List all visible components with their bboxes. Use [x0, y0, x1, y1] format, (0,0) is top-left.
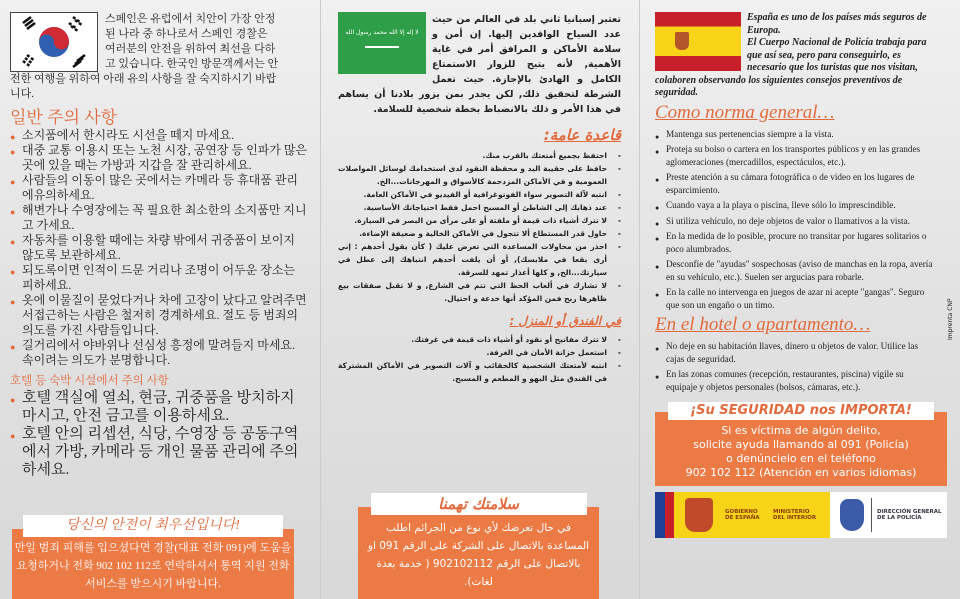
spanish-box-line: Si es víctima de algún delito,	[721, 424, 881, 437]
spanish-help-box	[655, 412, 947, 486]
list-item: ● 호텔 객실에 열쇠, 현금, 귀중품을 방치하지 마시고, 안전 금고를 이용하세요.	[10, 389, 308, 425]
spain-coat-of-arms-icon	[685, 498, 713, 532]
spanish-box-title: ¡Su SEGURIDAD nos IMPORTA!	[668, 402, 934, 420]
korea-flag	[10, 12, 98, 72]
list-item: - حافظ على حقيبة اليد و محفظة النقود لدى استخدامك لوسائل المواصلات العمومية و في الأماكن المزدحمة كالأسواق و المهرجانات...الخ.	[338, 162, 621, 188]
korean-box-text: 만일 범죄 피해를 입으셨다면 경찰(대표 전화 091)에 도움을 요청하거나 전화 902 102 112로 연락하셔서 통역 지원 전화 서비스를 받으시기 바랍니다.	[12, 529, 294, 599]
logo-policia-2: DE LA POLICÍA	[877, 515, 922, 521]
printer-credit: Imprenta CNP	[947, 298, 954, 340]
spanish-box-line: solicite ayuda llamando al 091 (Policía)	[693, 438, 909, 451]
logo-ministerio-2: DEL INTERIOR	[773, 515, 817, 521]
list-item: - انتبه لآلة التصوير سواء الفوتوغرافية أو الفيديو في الأماكن العامة.	[338, 188, 621, 201]
saudi-flag-inscription: لا إله إلا الله محمد رسول الله	[345, 29, 419, 36]
police-badge-icon	[840, 499, 864, 531]
spain-flag	[655, 12, 741, 71]
korean-hotel-title: 호텔 등 숙박 시설에서 주의 사항	[10, 375, 169, 387]
spanish-header	[655, 12, 942, 100]
arabic-general-title: قاعدة عامة:	[543, 126, 621, 144]
list-item: ● 대중 교통 이용시 또는 노천 시장, 공연장 등 인파가 많은 곳에 있을 때는 가방과 지갑을 잘 관리하세요.	[10, 143, 308, 173]
logo-gobierno-1: GOBIERNO	[725, 509, 758, 515]
arabic-help-area	[358, 493, 599, 599]
spanish-intro-1: España es uno de los países más seguros de Europa.	[747, 12, 927, 36]
list-item: ● En la medida de lo posible, procure no transitar por lugares solitarios o poco alumbrados.	[655, 230, 937, 255]
korean-help-area	[12, 515, 294, 599]
list-item: ● 되도록이면 인적이 드문 거리나 조명이 어두운 장소는 피하세요.	[10, 263, 308, 293]
korean-hotel-list	[10, 389, 308, 479]
spanish-box-line: o denúncielo en el teléfono	[726, 452, 876, 465]
list-item: ● Preste atención a su cámara fotográfica o de video en los lugares de esparcimiento.	[655, 171, 937, 196]
logo-ministerio-1: MINISTERIO	[773, 509, 810, 515]
spanish-general-list	[655, 128, 937, 315]
spanish-help-area	[655, 402, 947, 486]
arabic-hotel-title: في الفندق أو المنزل :	[509, 314, 621, 328]
arabic-header	[338, 12, 621, 117]
arabic-intro: تعتبر إسبانيا ثاني بلد في العالم من حيث عدد السياح الوافدين إليها. إن أمن و سلامة الأماكن و المرافق أمر في غاية الأهمية, لأنه يتيح للزوار الاستمتاع الكامل و الهادئ بالإجازة. حيث تعمل الشرطة لتحقيق ذلك, لكن يجدر بمن يزور بلادنا أن يساهم في هذا الأمر و ذلك بالانضباط بخطة شخصية للسلامة.	[338, 14, 621, 115]
list-item: ● En las zonas comunes (recepción, restaurantes, piscina) vigile su equipaje y objetos personales (bolsos, cámaras, etc.).	[655, 368, 937, 393]
spanish-general-title: Como norma general…	[655, 101, 835, 123]
list-item: - لا تترك أشياء ذات قيمة أو ملفتة أو على مرأى من البصر في السيارة.	[338, 214, 621, 227]
list-item: - احذر من محاولات المساعدة التي تعرض عليك ( كأن يقول أحدهم : إني أرى بقعا في ملابسك), أو أن يلفت أحدهم انتباهك إلى عطل في سيارتك...الخ, و كلها أعذار تمهد للسرقة.	[338, 240, 621, 279]
list-item: ● 사람들의 이동이 많은 곳에서는 카메라 등 휴대품 관리에유의하세요.	[10, 173, 308, 203]
list-item: ● 호텔 안의 리셉션, 식당, 수영장 등 공동구역에서 가방, 카메라 등 개인 물품 관리에 주의하세요.	[10, 425, 308, 479]
list-item: - عند ذهابك إلى الشاطئ أو المسبح احمل فقط احتياجاتك الأساسية.	[338, 201, 621, 214]
arabic-panel	[320, 0, 640, 599]
spanish-hotel-title: En el hotel o apartamento…	[655, 314, 871, 335]
list-item: - احتفظ بجميع أمتعتك بالقرب منك.	[338, 149, 621, 162]
eu-flag-icon	[655, 492, 665, 538]
list-item: ● En la calle no intervenga en juegos de azar ni acepte "gangas". Seguro que son un engaño o un timo.	[655, 286, 937, 311]
spanish-hotel-list	[655, 340, 937, 396]
arabic-hotel-list	[338, 333, 621, 385]
list-item: ● 길거리에서 야바위나 선심성 흥정에 말려들지 마세요. 속이려는 의도가 분명합니다.	[10, 338, 308, 368]
list-item: ● 옷에 이물질이 묻었다거나 차에 고장이 났다고 알려주면서접근하는 사람은 철저히 경계하세요. 절도 등 범죄의 의도를 가진 사람들입니다.	[10, 293, 308, 338]
spanish-panel	[640, 0, 960, 599]
korean-header	[10, 12, 308, 102]
arabic-general-list	[338, 149, 621, 305]
list-item: ● 자동차를 이용할 때에는 차량 밖에서 귀중품이 보이지 않도록 보관하세요.	[10, 233, 308, 263]
coat-of-arms-icon	[675, 32, 689, 50]
list-item: ● Desconfíe de "ayudas" sospechosas (aviso de manchas en la ropa, avería en su vehículo, etc.). Suelen ser argucias para robarle.	[655, 258, 937, 283]
logo-policia-1: DIRECCIÓN GENERAL	[877, 509, 942, 515]
list-item: - استعمل خزانة الأمان في الغرفة.	[338, 346, 621, 359]
list-item: ● 소지품에서 한시라도 시선을 떼지 마세요.	[10, 128, 308, 143]
korean-intro: 스페인은 유럽에서 치안이 가장 안정된 나라 중 하나로서 스페인 경찰은 여러분의 안전을 위하여 최선을 다하고 있습니다. 한국인 방문객께서는 안전한 여행을 위하여 아래 유의 사항을 잘 숙지하시기 바랍니다.	[10, 13, 279, 100]
list-item: ● Cuando vaya a la playa o piscina, lleve sólo lo imprescindible.	[655, 199, 937, 212]
list-item: ● Mantenga sus pertenencias siempre a la vista.	[655, 128, 937, 141]
sword-icon	[365, 46, 399, 48]
spanish-box-line: 902 102 112 (Atención en varios idiomas)	[685, 466, 917, 479]
korean-box-title: 당신의 안전이 최우선입니다!	[23, 515, 283, 537]
spanish-intro-2-text: El Cuerpo Nacional de Policía trabaja para que así sea, pero para conseguirlo, es necesario que los turistas que nos visitan, colaboren observando los siguientes consejos preventivos de seguridad.	[655, 37, 927, 98]
list-item: ● No deje en su habitación llaves, dinero u objetos de valor. Utilice las cajas de seguridad.	[655, 340, 937, 365]
korean-general-list	[10, 128, 308, 368]
list-item: ● Proteja su bolso o cartera en los transportes públicos y en las grandes aglomeraciones (mercadillos, espectáculos, etc.).	[655, 143, 937, 168]
list-item: ● 해변가나 수영장에는 꼭 필요한 최소한의 소지품만 지니고 가세요.	[10, 203, 308, 233]
list-item: - حاول قدر المستطاع ألا تتجول في الأماكن الخالية و ضعيفة الإضاءة.	[338, 227, 621, 240]
arabic-box-title: سلامتك تهمنا	[371, 493, 587, 515]
arabic-box-text: في حال تعرضك لأي نوع من الجرائم اطلب المساعدة بالاتصال على الشركة على الرقم 091 او بالاتصال على الرقم 902102112 ( خدمة بعدة لغات).	[358, 507, 599, 599]
saudi-flag	[338, 12, 426, 74]
government-logos	[655, 492, 947, 538]
list-item: - لا تشارك في ألعاب الحظ التي تتم في الشارع, و لا تقبل صفقات بيع ظاهرها ربح فمن المؤكد أنها خدعة و احتيال.	[338, 279, 621, 305]
list-item: ● Si utiliza vehículo, no deje objetos de valor o llamativos a la vista.	[655, 215, 937, 228]
list-item: - انتبه لأمتعتك الشخصية كالحقائب و آلات التصوير في الأماكن المشتركة في الفندق مثل البهو و المطعم و المسبح.	[338, 359, 621, 385]
korean-panel	[0, 0, 320, 599]
logo-gobierno-2: DE ESPAÑA	[725, 515, 760, 521]
korean-general-title: 일반 주의 사항	[10, 108, 118, 127]
list-item: - لا تترك مفاتيح أو نقود أو أشياء ذات قيمة في غرفتك.	[338, 333, 621, 346]
